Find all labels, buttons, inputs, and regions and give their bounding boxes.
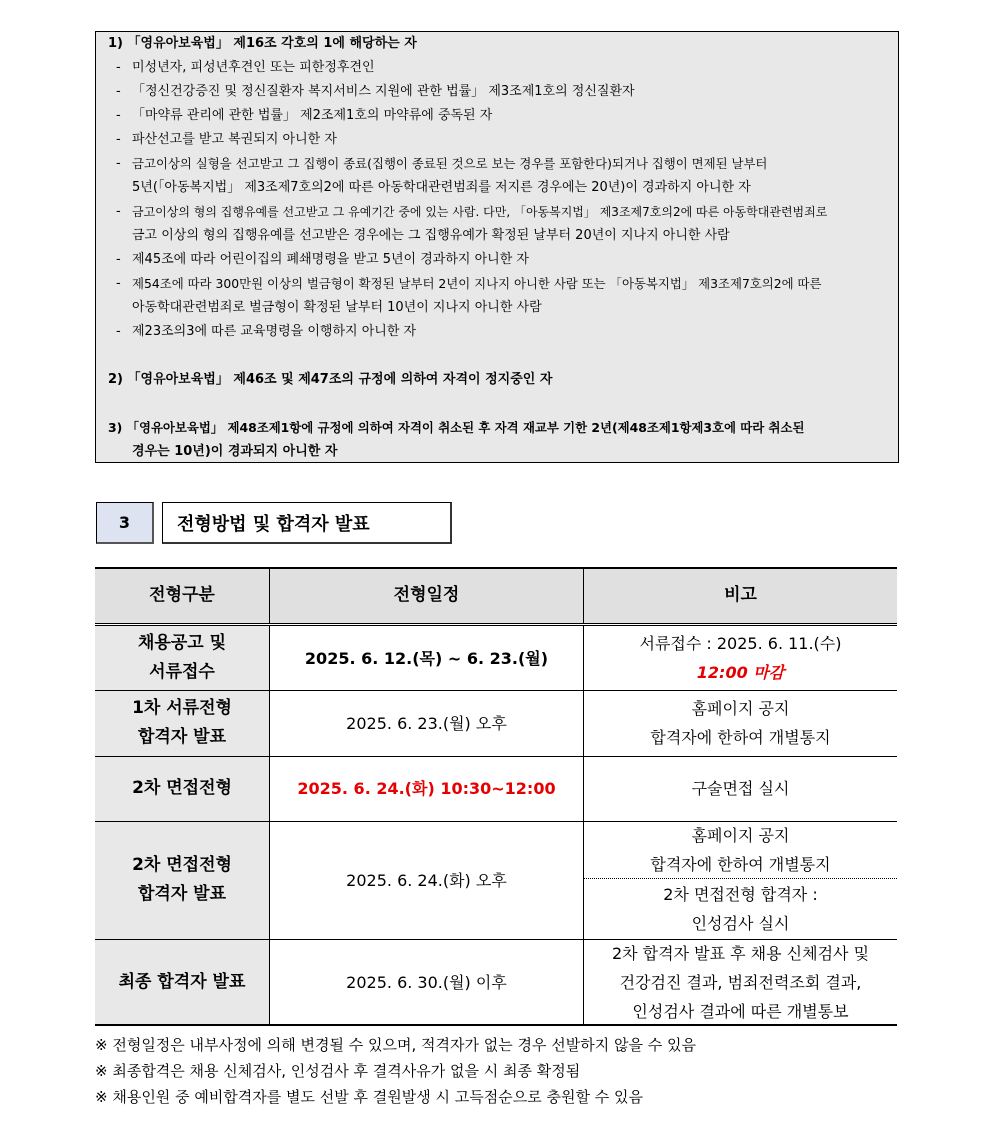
remark-text: 합격자에 한하여 개별통지 xyxy=(650,855,831,874)
header-stage: 전형구분 xyxy=(95,567,269,624)
item1-heading: 1) 「영유아보육법」 제16조 각호의 1에 해당하는 자 xyxy=(108,36,417,51)
stage-cell: 2차 면접전형 xyxy=(95,756,269,821)
table-row xyxy=(95,626,897,690)
remark-text: 홈페이지 공지 xyxy=(691,826,790,845)
item1-sub: 제54조에 따라 300만원 이상의 벌금형이 확정된 날부터 2년이 지나지 아니한 사람 또는 「아동복지법」 제3조제7호의2에 따른 xyxy=(132,276,822,291)
schedule-cell: 2025. 6. 23.(월) 오후 xyxy=(269,690,583,756)
row-divider xyxy=(95,756,897,757)
item1-sub-cont: 5년(「아동복지법」 제3조제7호의2에 따른 아동학대관련범죄를 저지른 경우에는 20년)이 경과하지 아니한 자 xyxy=(132,180,751,195)
note: ※ 채용인원 중 예비합격자를 별도 선발 후 결원발생 시 고득점순으로 충원할 수 있음 xyxy=(95,1088,643,1106)
header-remark: 비고 xyxy=(583,567,897,624)
dash: - xyxy=(116,156,121,171)
schedule-cell: 2025. 6. 12.(목) ~ 6. 23.(월) xyxy=(269,626,583,690)
remark-text: 합격자에 한하여 개별통지 xyxy=(650,728,831,747)
stage-cell xyxy=(95,690,269,756)
dash: - xyxy=(116,276,121,291)
dash: - xyxy=(116,84,121,99)
dash: - xyxy=(116,108,121,123)
remark-text: 홈페이지 공지 xyxy=(691,699,790,718)
item3-line1: 3) 「영유아보육법」 제48조제1항에 규정에 의하여 자격이 취소된 후 자격 재교부 기한 2년(제48조제1항제3호에 따라 취소된 xyxy=(108,420,805,435)
stage-label: 서류접수 xyxy=(149,662,215,682)
dash: - xyxy=(116,204,121,219)
row-divider xyxy=(95,939,897,940)
item1-sub: 「마약류 관리에 관한 법률」 제2조제1호의 마약류에 중독된 자 xyxy=(132,108,493,123)
table-row xyxy=(95,821,897,939)
remark-text: 서류접수 : 2025. 6. 11.(수) xyxy=(639,634,842,653)
dash: - xyxy=(116,252,121,267)
item1-sub: 제45조에 따라 어린이집의 폐쇄명령을 받고 5년이 경과하지 아니한 자 xyxy=(132,252,529,267)
table-row xyxy=(95,756,897,821)
remark-bottom xyxy=(663,879,817,939)
item3-line2: 경우는 10년)이 경과되지 아니한 자 xyxy=(132,444,338,459)
header-schedule: 전형일정 xyxy=(269,567,583,624)
remark-text: 건강검진 결과, 범죄전력조회 결과, xyxy=(619,972,862,992)
section-number: 3 xyxy=(96,502,154,544)
stage-label: 채용공고 및 xyxy=(137,633,227,653)
item2: 2) 「영유아보육법」 제46조 및 제47조의 규정에 의하여 자격이 정지중인 자 xyxy=(108,372,553,387)
item1-sub: 금고이상의 형의 집행유예를 선고받고 그 유예기간 중에 있는 사람. 다만, 「아동복지법」 제3조제7호의2에 따른 아동학대관련범죄로 xyxy=(132,205,828,219)
item1-sub-cont: 금고 이상의 형의 집행유예를 선고받은 경우에는 그 집행유예가 확정된 날부터 20년이 지나지 아니한 사람 xyxy=(132,228,730,243)
dash: - xyxy=(116,60,121,75)
remark-cell: 구술면접 실시 xyxy=(583,756,897,821)
deadline-text: 12:00 마감 xyxy=(696,663,785,682)
section-title: 전형방법 및 합격자 발표 xyxy=(162,502,452,544)
stage-cell xyxy=(95,626,269,690)
remark-text: 2차 합격자 발표 후 채용 신체검사 및 xyxy=(611,943,870,963)
table-bottom-border xyxy=(95,1024,897,1026)
stage-label: 합격자 발표 xyxy=(137,884,227,904)
note: ※ 전형일정은 내부사정에 의해 변경될 수 있으며, 적격자가 없는 경우 선발하지 않을 수 있음 xyxy=(95,1036,696,1054)
schedule-cell: 2025. 6. 24.(화) 10:30~12:00 xyxy=(269,756,583,821)
stage-label: 1차 서류전형 xyxy=(132,698,232,718)
stage-label: 2차 면접전형 xyxy=(132,855,232,875)
stage-cell: 최종 합격자 발표 xyxy=(95,939,269,1025)
schedule-cell: 2025. 6. 30.(월) 이후 xyxy=(269,939,583,1025)
remark-cell xyxy=(583,626,897,690)
item1-sub: 「정신건강증진 및 정신질환자 복지서비스 지원에 관한 법률」 제3조제1호의 정신질환자 xyxy=(132,84,635,99)
dash: - xyxy=(116,132,121,147)
dash: - xyxy=(116,324,121,339)
remark-text: 인성검사 실시 xyxy=(691,914,790,933)
remark-cell xyxy=(583,821,897,939)
disqualification-box xyxy=(95,31,899,463)
schedule-table xyxy=(95,567,897,1027)
table-row xyxy=(95,690,897,756)
item1-sub-cont: 아동학대관련범죄로 벌금형이 확정된 날부터 10년이 지나지 아니한 사람 xyxy=(132,300,542,315)
note: ※ 최종합격은 채용 신체검사, 인성검사 후 결격사유가 없을 시 최종 확정됨 xyxy=(95,1062,581,1080)
item1-sub: 금고이상의 실형을 선고받고 그 집행이 종료(집행이 종료된 것으로 보는 경우를 포함한다)되거나 집행이 면제된 날부터 xyxy=(132,156,768,171)
row-divider xyxy=(95,690,897,691)
remark-cell xyxy=(583,939,897,1025)
schedule-cell: 2025. 6. 24.(화) 오후 xyxy=(269,821,583,939)
dotted-divider xyxy=(583,878,897,879)
table-row xyxy=(95,939,897,1025)
remark-text: 2차 면접전형 합격자 : xyxy=(663,885,818,904)
remark-cell xyxy=(583,690,897,756)
item1-sub: 파산선고를 받고 복권되지 아니한 자 xyxy=(132,132,337,147)
item1-sub: 제23조의3에 따른 교육명령을 이행하지 아니한 자 xyxy=(132,324,417,339)
row-divider xyxy=(95,821,897,822)
stage-cell xyxy=(95,821,269,939)
item1-sub: 미성년자, 피성년후견인 또는 피한정후견인 xyxy=(132,60,375,75)
table-header-row xyxy=(95,567,897,624)
table-top-border xyxy=(95,567,897,569)
stage-label: 합격자 발표 xyxy=(137,727,227,747)
remark-top xyxy=(650,821,830,879)
remark-text: 인성검사 결과에 따른 개별통보 xyxy=(632,1001,849,1021)
header-double-border xyxy=(95,623,897,626)
